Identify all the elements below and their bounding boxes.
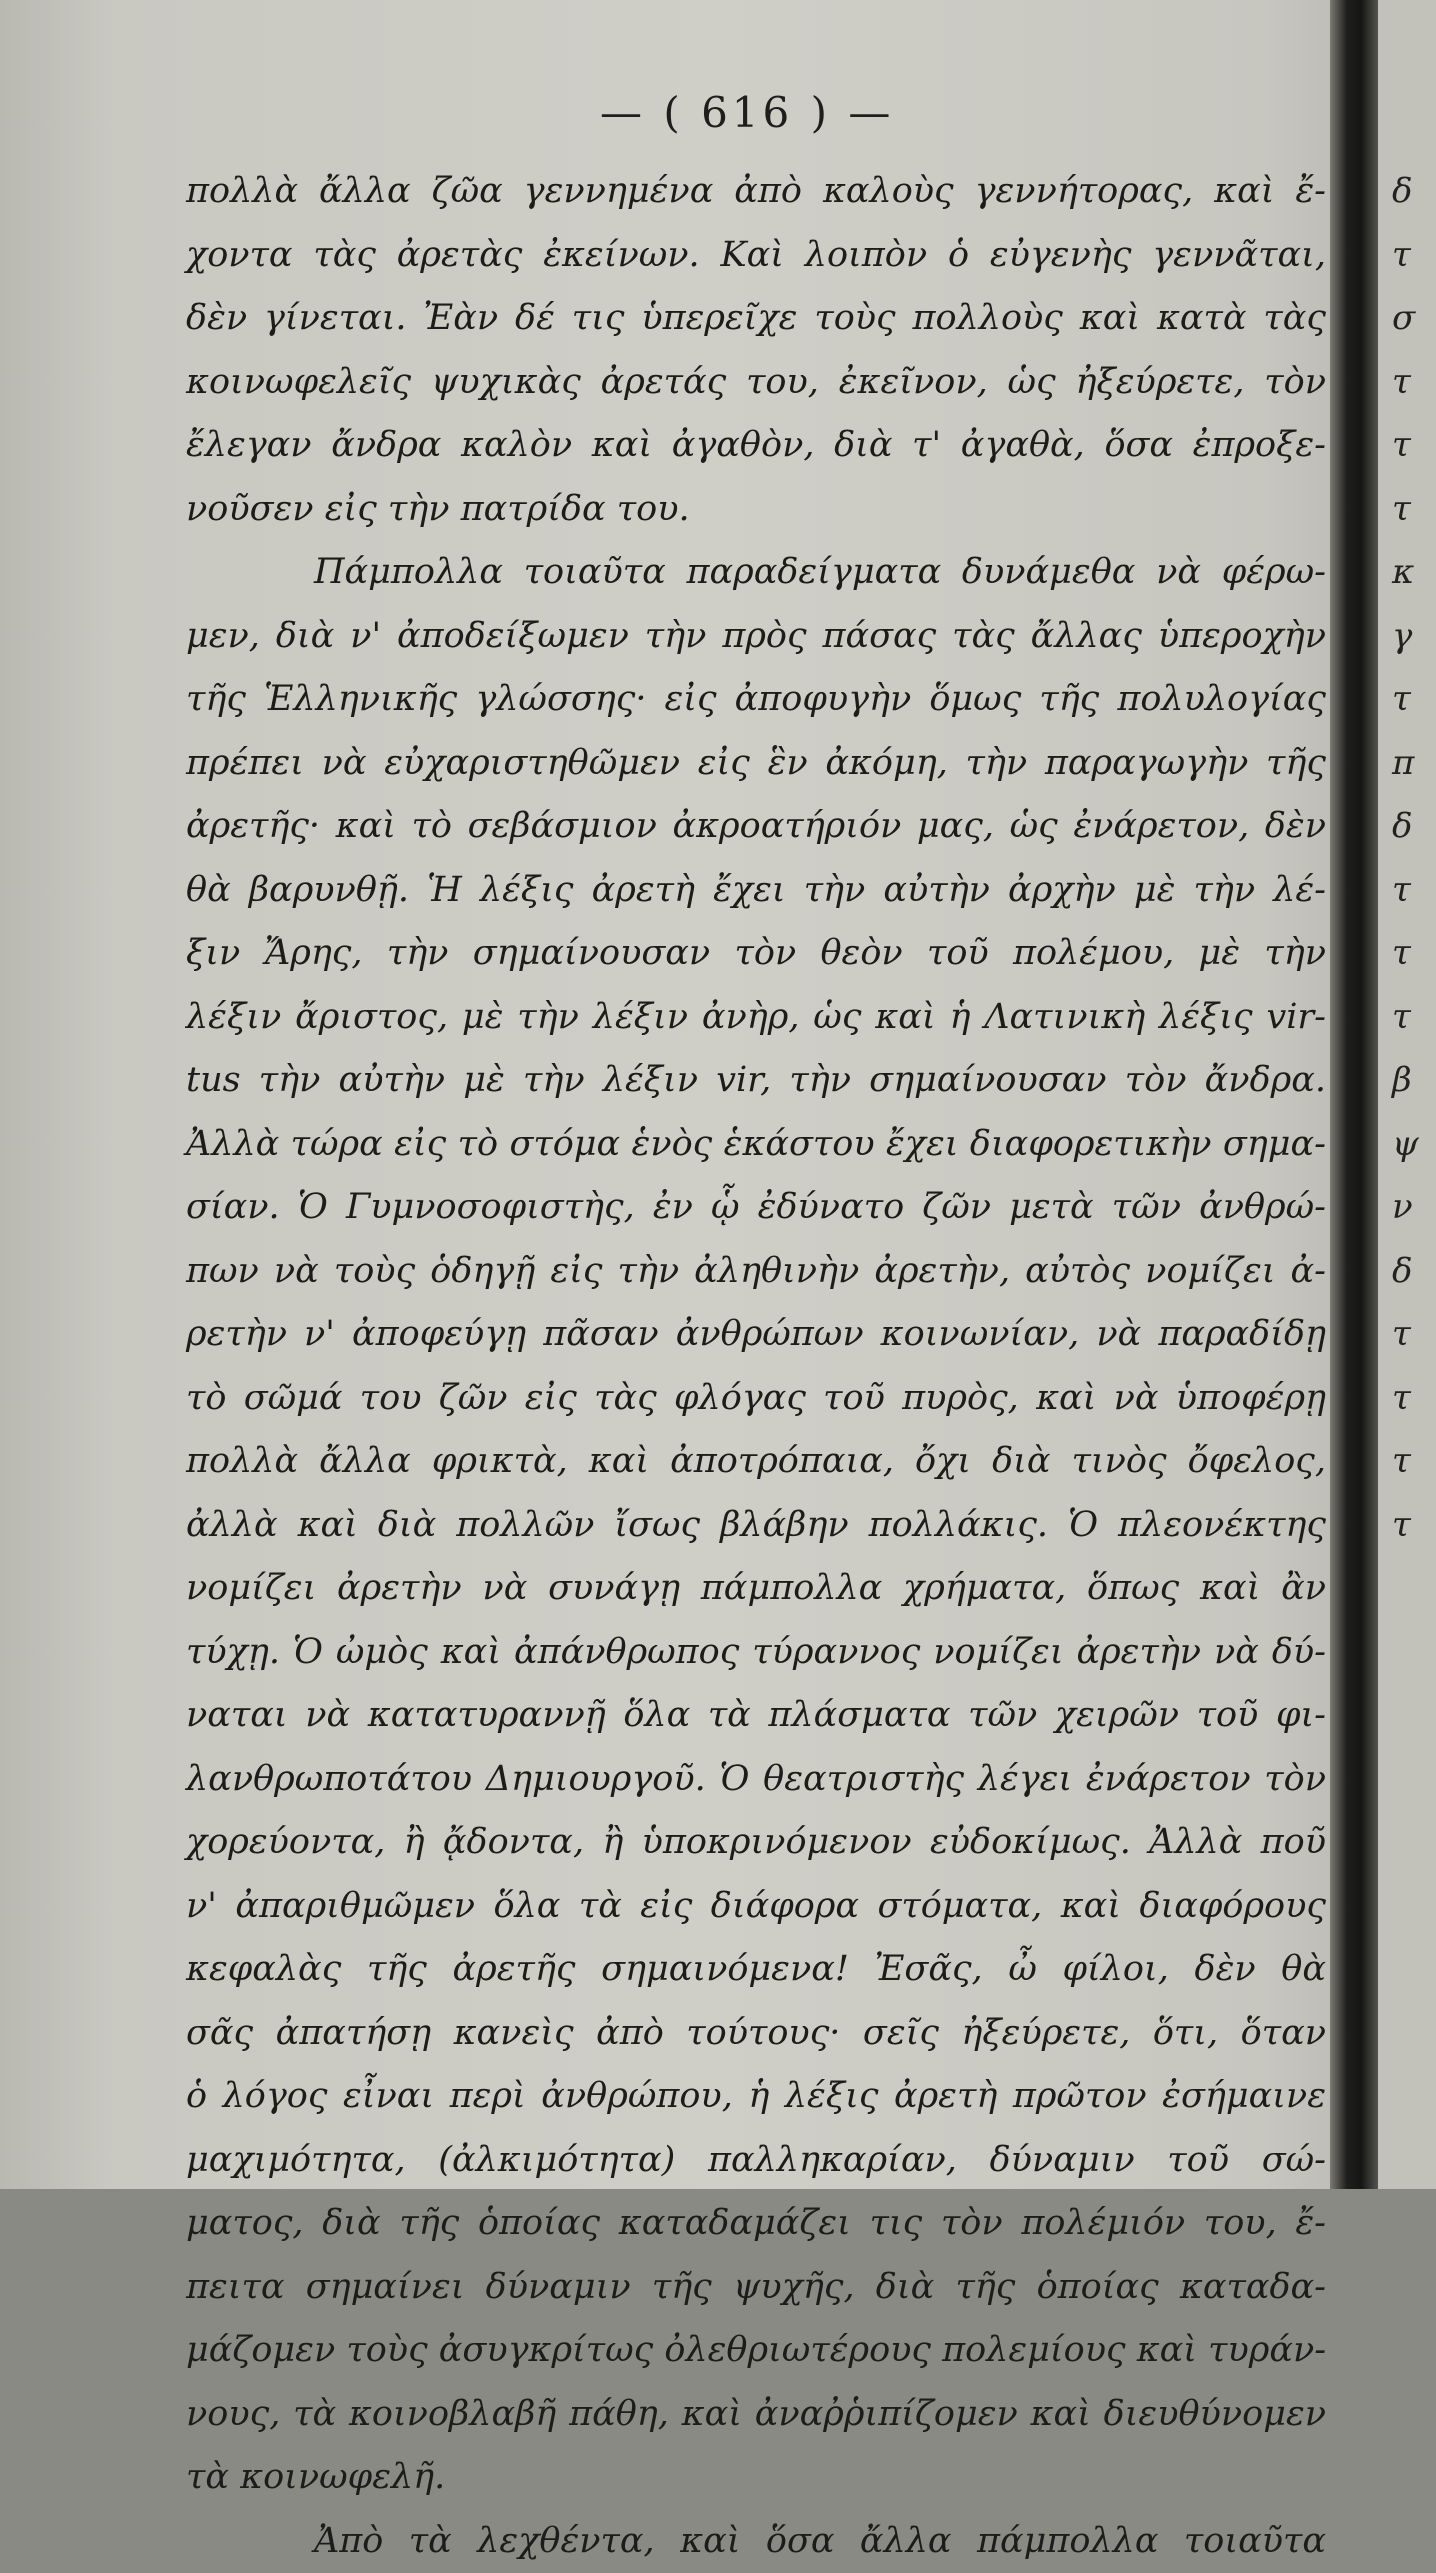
text-line: Ἀλλὰ τώρα εἰς τὸ στόμα ἑνὸς ἑκάστου ἔχει διαφορετικὴν σημα- [186, 1113, 1326, 1177]
text-line: μεν, διὰ ν' ἀποδείξωμεν τὴν πρὸς πάσας τὰς ἄλλας ὑπεροχὴν [186, 605, 1326, 669]
text-line: τύχῃ. Ὁ ὠμὸς καὶ ἀπάνθρωπος τύραννος νομίζει ἀρετὴν νὰ δύ- [186, 1621, 1326, 1685]
text-line: δὲν γίνεται. Ἐὰν δέ τις ὑπερεῖχε τοὺς πολλοὺς καὶ κατὰ τὰς [186, 287, 1326, 351]
text-line: χορεύοντα, ἢ ᾄδοντα, ἢ ὑποκρινόμενον εὐδοκίμως. Ἀλλὰ ποῦ [186, 1811, 1326, 1875]
text-line: τὸ σῶμά του ζῶν εἰς τὰς φλόγας τοῦ πυρὸς, καὶ νὰ ὑποφέρῃ [186, 1367, 1326, 1431]
text-line: ἔλεγαν ἄνδρα καλὸν καὶ ἀγαθὸν, διὰ τ' ἀγαθὰ, ὅσα ἐπροξε- [186, 414, 1326, 478]
page-number-header: — ( 616 ) — [600, 88, 960, 137]
text-line: λανθρωποτάτου Δημιουργοῦ. Ὁ θεατριστὴς λέγει ἐνάρετον τὸν [186, 1748, 1326, 1812]
text-line: πειτα σημαίνει δύναμιν τῆς ψυχῆς, διὰ τῆς ὁποίας καταδα- [186, 2256, 1326, 2320]
text-line: Πάμπολλα τοιαῦτα παραδείγματα δυνάμεθα νὰ φέρω- [186, 541, 1326, 605]
text-line: τὰ κοινωφελῆ. [186, 2446, 1326, 2510]
text-line: ἀλλὰ καὶ διὰ πολλῶν ἴσως βλάβην πολλάκις. Ὁ πλεονέκτης [186, 1494, 1326, 1558]
text-line: κοινωφελεῖς ψυχικὰς ἀρετάς του, ἐκεῖνον, ὡς ἠξεύρετε, τὸν [186, 351, 1326, 415]
text-line: σᾶς ἀπατήσῃ κανεὶς ἀπὸ τούτους· σεῖς ἠξεύρετε, ὅτι, ὅταν [186, 2002, 1326, 2066]
text-line: χοντα τὰς ἀρετὰς ἐκείνων. Καὶ λοιπὸν ὁ εὐγενὴς γεννᾶται, [186, 224, 1326, 288]
text-line: τῆς Ἑλληνικῆς γλώσσης· εἰς ἀποφυγὴν ὅμως τῆς πολυλογίας [186, 668, 1326, 732]
text-line: νους, τὰ κοινοβλαβῆ πάθη, καὶ ἀναῤῥιπίζομεν καὶ διευθύνομεν [186, 2383, 1326, 2447]
text-line: νοῦσεν εἰς τὴν πατρίδα του. [186, 478, 1326, 542]
book-gutter-shadow [1330, 0, 1378, 2189]
text-line: μαχιμότητα, (ἀλκιμότητα) παλληκαρίαν, δύναμιν τοῦ σώ- [186, 2129, 1326, 2193]
text-line: λέξιν ἄριστος, μὲ τὴν λέξιν ἀνὴρ, ὡς καὶ ἡ Λατινικὴ λέξις vir- [186, 986, 1326, 1050]
text-line: ναται νὰ κατατυραννῇ ὅλα τὰ πλάσματα τῶν χειρῶν τοῦ φι- [186, 1684, 1326, 1748]
body-text [186, 160, 1326, 2573]
text-line: ματος, διὰ τῆς ὁποίας καταδαμάζει τις τὸν πολέμιόν του, ἔ- [186, 2192, 1326, 2256]
text-line: μάζομεν τοὺς ἀσυγκρίτως ὀλεθριωτέρους πολεμίους καὶ τυράν- [186, 2319, 1326, 2383]
text-line: ἀρετῆς· καὶ τὸ σεβάσμιον ἀκροατήριόν μας, ὡς ἐνάρετον, δὲν [186, 795, 1326, 859]
text-line: σίαν. Ὁ Γυμνοσοφιστὴς, ἐν ᾧ ἐδύνατο ζῶν μετὰ τῶν ἀνθρώ- [186, 1176, 1326, 1240]
adjacent-page-letters: δ τ σ τ τ τ κ γ τ π δ τ τ τ β ψ ν δ τ τ τ τ [1392, 160, 1432, 1557]
text-line: ξιν Ἄρης, τὴν σημαίνουσαν τὸν θεὸν τοῦ πολέμου, μὲ τὴν [186, 922, 1326, 986]
text-line: tus τὴν αὐτὴν μὲ τὴν λέξιν vir, τὴν σημαίνουσαν τὸν ἄνδρα. [186, 1049, 1326, 1113]
text-line: κεφαλὰς τῆς ἀρετῆς σημαινόμενα! Ἐσᾶς, ὦ φίλοι, δὲν θὰ [186, 1938, 1326, 2002]
text-line: ρετὴν ν' ἀποφεύγῃ πᾶσαν ἀνθρώπων κοινωνίαν, νὰ παραδίδῃ [186, 1303, 1326, 1367]
text-line: πολλὰ ἄλλα φρικτὰ, καὶ ἀποτρόπαια, ὄχι διὰ τινὸς ὄφελος, [186, 1430, 1326, 1494]
text-line: νομίζει ἀρετὴν νὰ συνάγῃ πάμπολλα χρήματα, ὅπως καὶ ἂν [186, 1557, 1326, 1621]
text-line: πολλὰ ἄλλα ζῶα γεννημένα ἀπὸ καλοὺς γεννήτορας, καὶ ἔ- [186, 160, 1326, 224]
text-line: πρέπει νὰ εὐχαριστηθῶμεν εἰς ἓν ἀκόμη, τὴν παραγωγὴν τῆς [186, 732, 1326, 796]
text-line: ν' ἀπαριθμῶμεν ὅλα τὰ εἰς διάφορα στόματα, καὶ διαφόρους [186, 1875, 1326, 1939]
text-line: θὰ βαρυνθῇ. Ἡ λέξις ἀρετὴ ἔχει τὴν αὐτὴν ἀρχὴν μὲ τὴν λέ- [186, 859, 1326, 923]
text-line: Ἀπὸ τὰ λεχθέντα, καὶ ὅσα ἄλλα πάμπολλα τοιαῦτα [186, 2510, 1326, 2573]
text-line: ὁ λόγος εἶναι περὶ ἀνθρώπου, ἡ λέξις ἀρετὴ πρῶτον ἐσήμαινε [186, 2065, 1326, 2129]
text-line: πων νὰ τοὺς ὁδηγῇ εἰς τὴν ἀληθινὴν ἀρετὴν, αὐτὸς νομίζει ἀ- [186, 1240, 1326, 1304]
